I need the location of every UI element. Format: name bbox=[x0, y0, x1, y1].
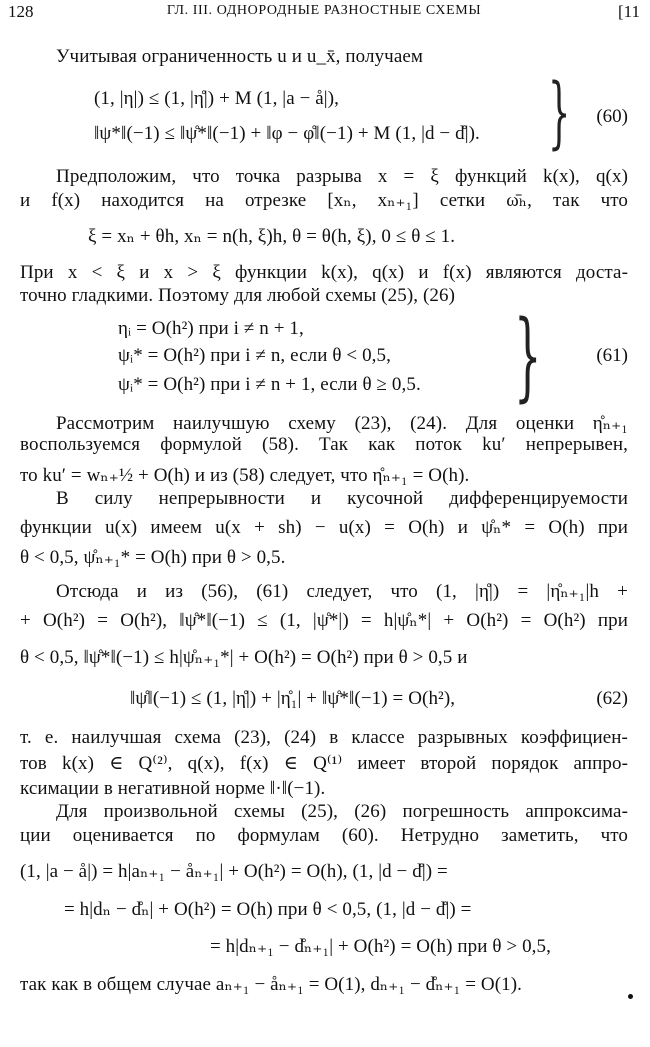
text-line: ψᵢ* = O(h²) при i ≠ n + 1, если θ ≥ 0,5. bbox=[118, 374, 421, 395]
text-line: + O(h²) = O(h²), ‖ψ̊*‖(−1) ≤ (1, |ψ̊*|) = h|ψ̊ₙ*| + O(h²) = O(h²) при bbox=[20, 610, 628, 631]
text-line: Предположим, что точка разрыва x = ξ функций k(x), q(x) bbox=[56, 166, 628, 187]
text-line: θ < 0,5, ψ̊ₙ₊₁* = O(h) при θ > 0,5. bbox=[20, 547, 286, 568]
text-line: Для произвольной схемы (25), (26) погрешность аппроксима- bbox=[56, 801, 628, 822]
text-line: (1, |η|) ≤ (1, |η̊|) + M (1, |a − å|), bbox=[94, 88, 339, 109]
text-line: так как в общем случае aₙ₊₁ − åₙ₊₁ = O(1), dₙ₊₁ − d̊ₙ₊₁ = O(1). bbox=[20, 974, 523, 995]
text-line: ‖ψ*‖(−1) ≤ ‖ψ̊*‖(−1) + ‖φ − φ̊‖(−1) + M (1, |d − d̊|). bbox=[94, 123, 480, 144]
text-line: В силу непрерывности и кусочной дифференцируемости bbox=[56, 488, 628, 509]
text-line: Учитывая ограниченность u и u_x̄, получаем bbox=[56, 46, 424, 67]
text-line: ηᵢ = O(h²) при i ≠ n + 1, bbox=[118, 318, 304, 339]
text-line: = h|dₙ₊₁ − d̊ₙ₊₁| + O(h²) = O(h) при θ > 0,5, bbox=[210, 936, 551, 957]
text-line: функции u(x) имеем u(x + sh) − u(x) = O(h) и ψ̊ₙ* = O(h) при bbox=[20, 517, 628, 538]
text-line: ξ = xₙ + θh, xₙ = n(h, ξ)h, θ = θ(h, ξ), 0 ≤ θ ≤ 1. bbox=[88, 226, 456, 247]
section-number: [11 bbox=[617, 2, 640, 21]
text-line: тов k(x) ∈ Q⁽²⁾, q(x), f(x) ∈ Q⁽¹⁾ имеет второй порядок аппро- bbox=[20, 753, 628, 774]
text-line: = h|dₙ − d̊ₙ| + O(h²) = O(h) при θ < 0,5, (1, |d − d̊|) = bbox=[64, 899, 472, 920]
text-line: ции оценивается по формулам (60). Нетрудно заметить, что bbox=[20, 825, 628, 846]
text-line: ψᵢ* = O(h²) при i ≠ n, если θ < 0,5, bbox=[118, 345, 391, 366]
text-line: ксимации в негативной норме ‖·‖(−1). bbox=[20, 778, 326, 799]
text-line: При x < ξ и x > ξ функции k(x), q(x) и f(x) являются доста- bbox=[20, 262, 628, 283]
text-line: т. е. наилучшая схема (23), (24) в классе разрывных коэффициен- bbox=[20, 727, 628, 748]
text-line: Отсюда и из (56), (61) следует, что (1, |η̊|) = |η̊ₙ₊₁|h + bbox=[56, 581, 628, 602]
equation-number: (62) bbox=[596, 688, 628, 709]
running-title: ГЛ. III. ОДНОРОДНЫЕ РАЗНОСТНЫЕ СХЕМЫ bbox=[166, 3, 482, 18]
equation-number: (61) bbox=[596, 345, 628, 366]
text-line: точно гладкими. Поэтому для любой схемы (25), (26) bbox=[20, 285, 455, 306]
text-line: то ku′ = wₙ₊½ + O(h) и из (58) следует, что η̊ₙ₊₁ = O(h). bbox=[20, 465, 470, 486]
running-header bbox=[8, 2, 640, 28]
text-line: воспользуемся формулой (58). Так как поток ku′ непрерывен, bbox=[20, 434, 628, 455]
text-line: Рассмотрим наилучшую схему (23), (24). Для оценки η̊ₙ₊₁ bbox=[56, 413, 628, 434]
text-line: θ < 0,5, ‖ψ̊*‖(−1) ≤ h|ψ̊ₙ₊₁*| + O(h²) = O(h²) при θ > 0,5 и bbox=[20, 647, 468, 668]
right-brace-60: } bbox=[548, 68, 571, 158]
equation-number: (60) bbox=[596, 106, 628, 127]
right-brace-61: } bbox=[514, 300, 542, 412]
end-dot bbox=[628, 994, 633, 999]
text-line: и f(x) находится на отрезке [xₙ, xₙ₊₁] сетки ω̄ₕ, так что bbox=[20, 190, 628, 211]
text-line: ‖ψ̊‖(−1) ≤ (1, |η̊|) + |η̊₁| + ‖ψ̊*‖(−1) = O(h²), bbox=[130, 688, 456, 709]
text-line: (1, |a − å|) = h|aₙ₊₁ − åₙ₊₁| + O(h²) = O(h), (1, |d − d̊|) = bbox=[20, 861, 448, 882]
page-number: 128 bbox=[8, 2, 34, 21]
